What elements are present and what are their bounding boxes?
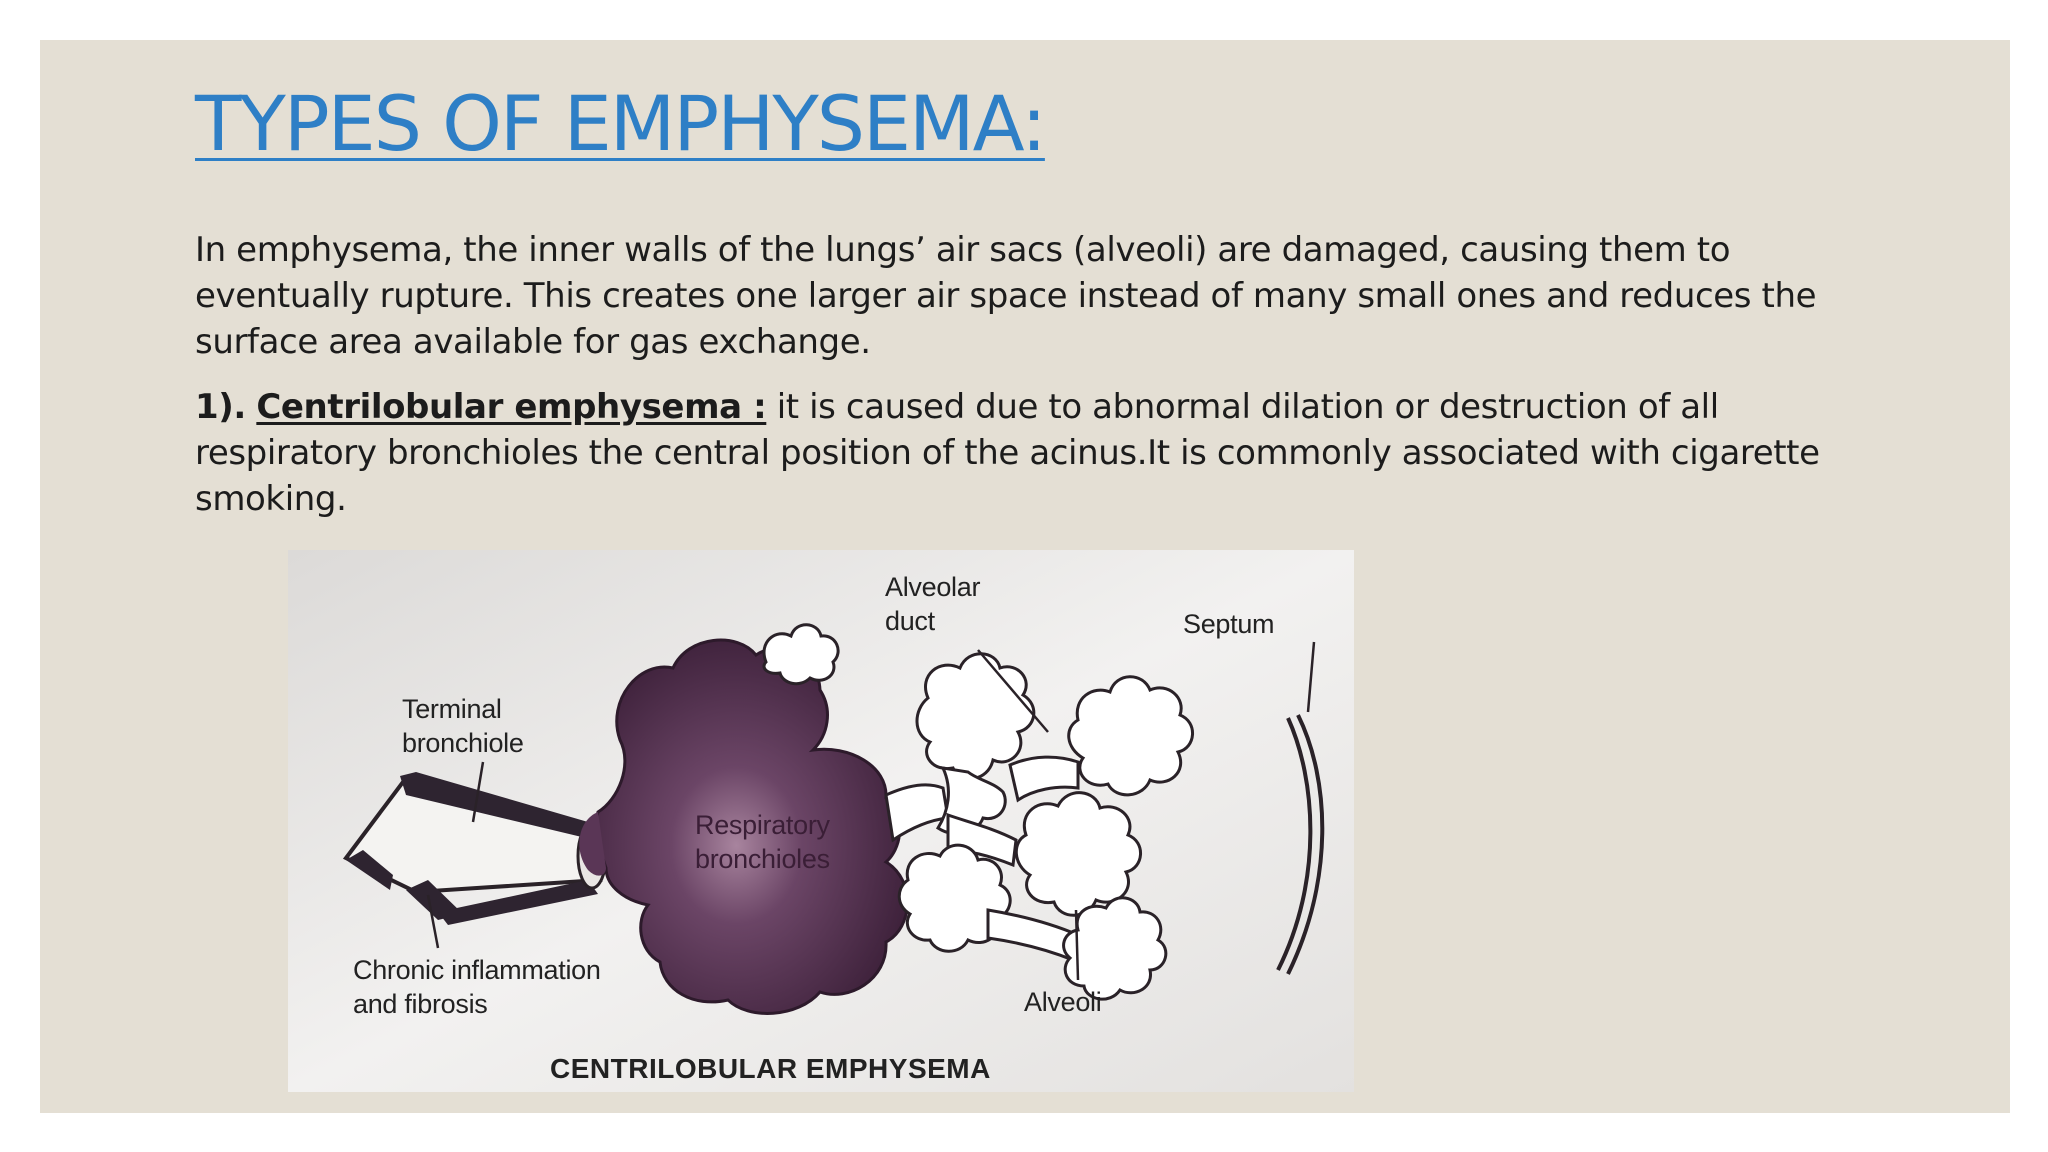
label-respiratory-bronchioles: Respiratory bronchioles xyxy=(695,810,830,874)
point-paragraph xyxy=(195,384,1895,522)
point-term: Centrilobular emphysema : xyxy=(256,387,767,427)
label-septum: Septum xyxy=(1183,609,1275,639)
intro-paragraph: In emphysema, the inner walls of the lungs’ air sacs (alveoli) are damaged, causing them to eventually rupture. This creates one larger air space instead of many small ones and reduces the surface area available for gas exchange. xyxy=(195,230,1817,362)
label-alveolar-duct: Alveolar duct xyxy=(885,572,981,636)
label-alveoli: Alveoli xyxy=(1024,987,1102,1017)
point-text: it is caused due to abnormal dilation or destruction of all respiratory bronchioles the central position of the acinus.It is commonly associated with cigarette smoking. xyxy=(195,387,1820,519)
slide-title: TYPES OF EMPHYSEMA: xyxy=(195,79,1045,168)
label-chronic-inflammation: Chronic inflammation and fibrosis xyxy=(353,955,601,1019)
slide xyxy=(40,40,2010,1113)
centrilobular-emphysema-diagram xyxy=(288,550,1354,1092)
point-number: 1). xyxy=(195,387,246,427)
label-terminal-bronchiole: Terminal bronchiole xyxy=(402,694,524,758)
diagram-caption: CENTRILOBULAR EMPHYSEMA xyxy=(550,1053,991,1084)
